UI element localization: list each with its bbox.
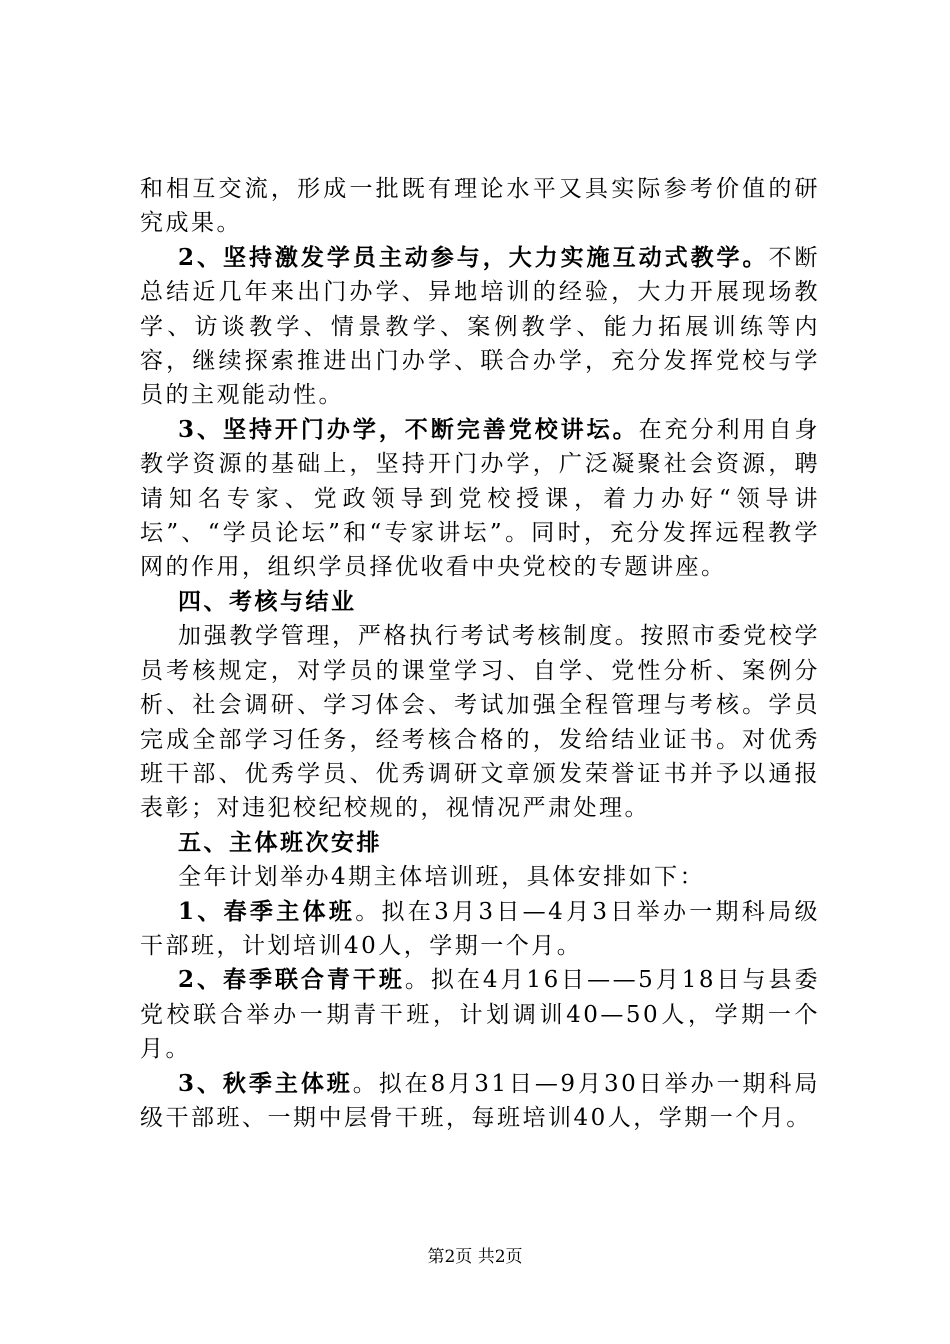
section-heading-assessment: 四、考核与结业 <box>178 587 357 615</box>
paragraph-title: 2、春季联合青干班 <box>178 966 405 994</box>
paragraph-research-results: 和相互交流，形成一批既有理论水平又具实际参考价值的研究成果。 <box>140 176 820 237</box>
document-body <box>140 172 820 1135</box>
paragraph-title: 3、坚持开门办学，不断完善党校讲坛。 <box>178 415 639 443</box>
page-number: 第2页 共2页 <box>427 1247 523 1267</box>
paragraph-text: 不断总结近几年来出门办学、异地培训的经验，大力开展现场教学、访谈教学、情景教学、案例教学、能力拓展训练等内容，继续探索推进出门办学、联合办学，充分发挥党校与学员的主观能动性。 <box>140 244 820 409</box>
paragraph-text: 。拟在8月31日—9月30日举办一期科局级干部班、一期中层骨干班，每班培训40人，学期一个月。 <box>140 1070 820 1131</box>
section-heading-class-schedule: 五、主体班次安排 <box>178 828 382 856</box>
paragraph-text: 。拟在3月3日—4月3日举办一期科局级干部班，计划培训40人，学期一个月。 <box>140 898 820 959</box>
paragraph-autumn-class <box>140 1067 820 1136</box>
paragraph-spring-class <box>140 895 820 964</box>
paragraph-title: 1、春季主体班 <box>178 897 356 925</box>
paragraph-text: 。拟在4月16日——5月18日与县委党校联合举办一期青干班，计划调训40—50人，学期一个月。 <box>140 967 820 1063</box>
paragraph-title: 3、秋季主体班 <box>178 1069 353 1097</box>
paragraph-interactive-teaching <box>140 241 820 413</box>
paragraph-text: 在充分利用自身教学资源的基础上，坚持开门办学，广泛凝聚社会资源，聘请知名专家、党政领导到党校授课，着力办好“领导讲坛”、“学员论坛”和“专家讲坛”。同时，充分发挥远程教学网的作用，组织学员择优收看中央党校的专题讲座。 <box>140 416 820 581</box>
paragraph-schedule-intro: 全年计划举办4期主体培训班，具体安排如下： <box>178 864 706 891</box>
paragraph-assessment: 加强教学管理，严格执行考试考核制度。按照市委党校学员考核规定，对学员的课堂学习、自学、党性分析、案例分析、社会调研、学习体会、考试加强全程管理与考核。学员完成全部学习任务，经考核合格的，发给结业证书。对优秀班干部、优秀学员、优秀调研文章颁发荣誉证书并予以通报表彰；对违犯校纪校规的，视情况严肃处理。 <box>140 623 820 822</box>
paragraph-title: 2、坚持激发学员主动参与，大力实施互动式教学。 <box>178 243 769 271</box>
paragraph-spring-youth-class <box>140 963 820 1066</box>
paragraph-open-school <box>140 413 820 585</box>
